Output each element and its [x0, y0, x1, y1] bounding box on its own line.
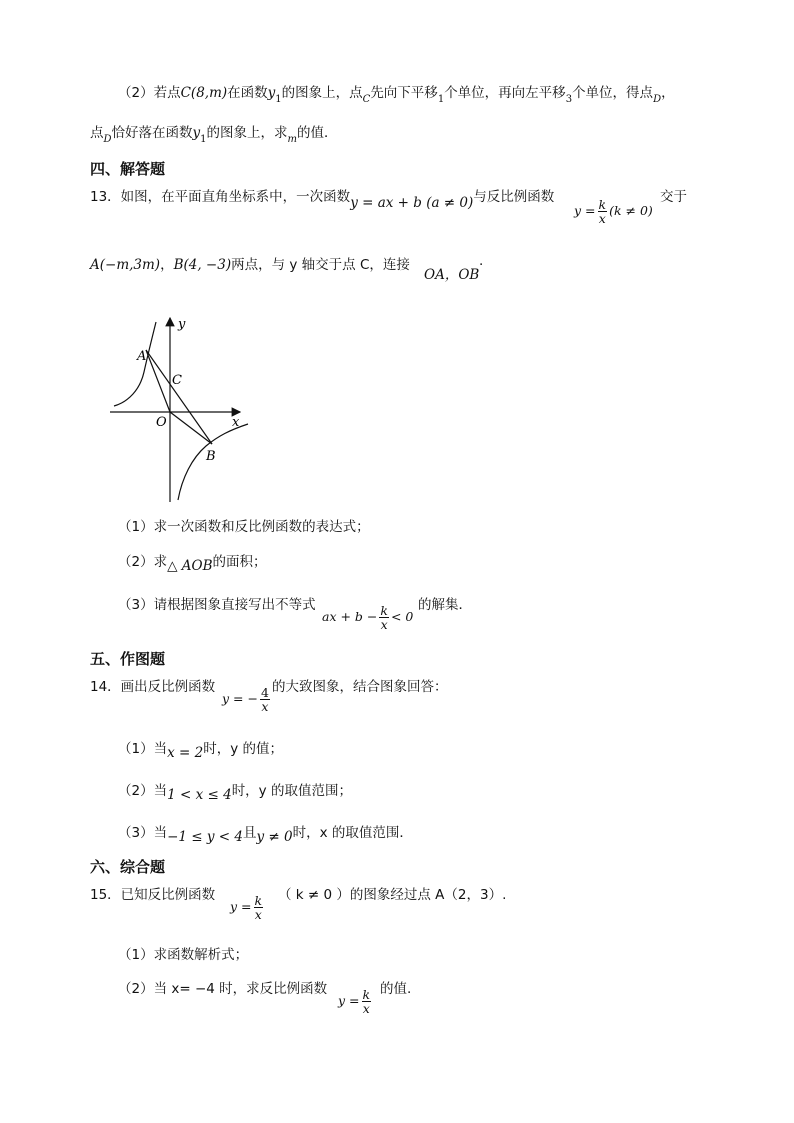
- y-symbol: y: [267, 85, 276, 101]
- q15-sub1: （1）求函数解析式；: [118, 947, 249, 963]
- q14-text: 时，x 的取值范围．: [292, 825, 413, 841]
- point-a-expression: A(−m,3m): [90, 257, 161, 273]
- q14-sub1: [118, 740, 283, 761]
- q14-text: 时，y 的值；: [203, 741, 283, 757]
- q14-sub2: [118, 782, 352, 803]
- triangle-aob: △ AOB: [167, 558, 213, 574]
- coordinate-figure: [100, 310, 260, 510]
- k-condition: (k ≠ 0): [609, 203, 653, 218]
- label-b: B: [206, 449, 216, 464]
- numerator-4: 4: [260, 685, 269, 700]
- denominator-x: x: [362, 1001, 370, 1016]
- segment-ob: [170, 412, 212, 444]
- label-o: O: [156, 415, 167, 430]
- q12-text: 个单位，再向左平移: [444, 85, 566, 101]
- oa-ob-expression: OA，OB: [424, 267, 480, 283]
- q13-sub1: （1）求一次函数和反比例函数的表达式；: [118, 519, 370, 535]
- inequality-left: ax + b −: [322, 609, 378, 624]
- numerator-k: k: [598, 197, 607, 212]
- q13-text: 的面积；: [212, 554, 267, 570]
- q14-text: 且: [243, 825, 257, 841]
- q15-function: [230, 894, 265, 921]
- q13-text: 两点，与 y 轴交于点 C，连接: [231, 257, 410, 273]
- segment-oa: [146, 350, 170, 412]
- q14-function: [222, 686, 272, 713]
- numerator-k: k: [380, 603, 388, 618]
- point-c-expression: C(8,m): [180, 85, 228, 101]
- y-equals-minus: y = −: [222, 691, 258, 706]
- label-x: x: [232, 415, 240, 430]
- inequality-right: < 0: [390, 609, 414, 624]
- q13-intro-line1: [90, 188, 555, 211]
- linear-function-expression: y = ax + b (a ≠ 0): [350, 195, 474, 211]
- section-heading-6: 六、综合题: [90, 858, 166, 876]
- label-c: C: [172, 373, 182, 388]
- q14-sub3: [118, 824, 413, 845]
- y-symbol: y: [192, 125, 201, 141]
- separator: ，: [160, 257, 174, 273]
- q12-text: 的图象上，求: [206, 125, 288, 141]
- q12-text: 先向下平移: [370, 85, 438, 101]
- x-range: 1 < x ≤ 4: [167, 787, 232, 803]
- q14-text: 时，y 的取值范围；: [231, 783, 352, 799]
- q12-text: （2）若点: [118, 85, 181, 101]
- number-3: 3: [565, 94, 573, 105]
- q13-text: 与反比例函数: [473, 189, 555, 205]
- q13-sub2: [118, 553, 267, 574]
- numerator-k: k: [254, 893, 263, 908]
- q12-text: ，: [661, 85, 675, 101]
- q12-text: 点: [90, 125, 104, 141]
- q15-condition: （ k ≠ 0 ）的图象经过点 A（2，3）.: [278, 887, 507, 903]
- fraction-k-over-x: [362, 988, 372, 1015]
- label-a: A: [137, 349, 147, 364]
- denominator-x: x: [598, 211, 606, 226]
- fraction-4-over-x: [260, 686, 270, 713]
- d-symbol: D: [653, 94, 662, 105]
- fraction-k-over-x: [379, 604, 389, 631]
- y-equals: y =: [230, 899, 252, 914]
- fraction-k-over-x: [598, 198, 608, 225]
- q13-sub3-text: （3）请根据图象直接写出不等式: [118, 597, 316, 613]
- section-heading-5: 五、作图题: [90, 650, 166, 668]
- q12-text: 的图象上，点: [281, 85, 363, 101]
- m-symbol: m: [287, 134, 298, 145]
- denominator-x: x: [254, 907, 262, 922]
- y-not-zero: y ≠ 0: [256, 829, 293, 845]
- number-1: 1: [437, 94, 445, 105]
- q13-text: 13．如图，在平面直角坐标系中，一次函数: [90, 189, 351, 205]
- q15-sub2-end: 的值.: [380, 981, 412, 997]
- hyperbola-branch-upper-left: [114, 322, 156, 406]
- y-equals: y =: [338, 993, 360, 1008]
- q12-text: 的值．: [297, 125, 338, 141]
- q14-text: （1）当: [118, 741, 168, 757]
- q15-sub2: （2）当 x= −4 时，求反比例函数: [118, 981, 328, 997]
- q13-inequality: [322, 604, 413, 631]
- fraction-k-over-x: [254, 894, 264, 921]
- subscript-1: 1: [275, 94, 282, 105]
- q12-part2-line2: [90, 124, 338, 144]
- q13-intro-end: 交于: [660, 189, 687, 205]
- q13-text: （2）求: [118, 554, 168, 570]
- q15-sub2-function: [338, 988, 373, 1015]
- label-y: y: [178, 317, 186, 332]
- q14-text: （2）当: [118, 783, 168, 799]
- denominator-x: x: [261, 699, 269, 714]
- c-symbol: C: [362, 94, 371, 105]
- numerator-k: k: [362, 987, 371, 1002]
- d-symbol: D: [103, 134, 112, 145]
- point-b-expression: B(4, −3): [173, 257, 232, 273]
- x-equals-2: x = 2: [167, 745, 204, 761]
- section-heading-4: 四、解答题: [90, 160, 166, 178]
- q13-inverse-function: [574, 198, 653, 225]
- q13-intro-line2: [90, 256, 410, 274]
- q14-intro-end: 的大致图象，结合图象回答：: [272, 679, 448, 695]
- y-range: −1 ≤ y < 4: [167, 829, 243, 845]
- q12-text: 恰好落在函数: [111, 125, 193, 141]
- q14-intro: 14．画出反比例函数: [90, 679, 216, 695]
- q12-text: 个单位，得点: [572, 85, 654, 101]
- q15-intro: 15．已知反比例函数: [90, 887, 216, 903]
- q12-text: 在函数: [227, 85, 268, 101]
- q14-text: （3）当: [118, 825, 168, 841]
- q13-period: .: [479, 253, 484, 269]
- q13-sub3-end: 的解集．: [418, 597, 472, 613]
- q12-part2-line1: [118, 84, 675, 104]
- subscript-1: 1: [200, 134, 207, 145]
- denominator-x: x: [380, 617, 388, 632]
- y-equals: y =: [574, 203, 596, 218]
